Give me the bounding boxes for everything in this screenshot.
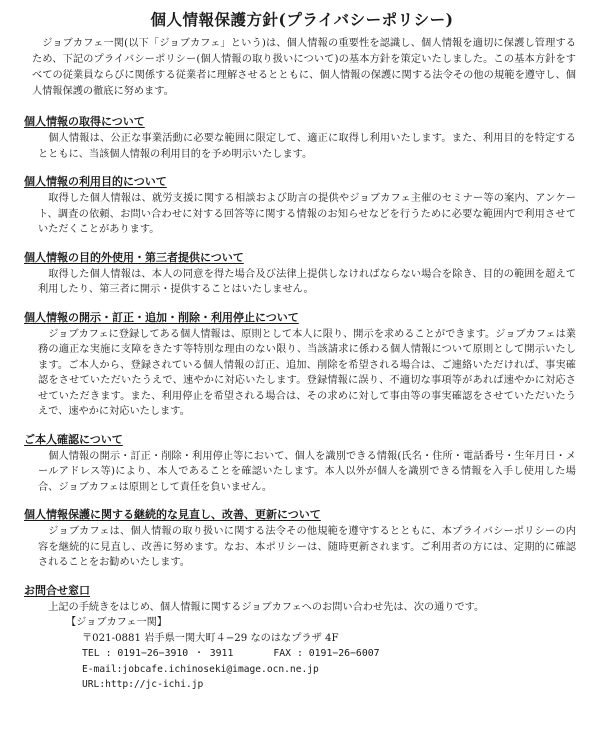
contact-address: 〒021-0881 岩手県一関大町４−29 なのはなプラザ 4F xyxy=(82,632,339,644)
section-heading: ご本人確認について xyxy=(24,432,123,446)
contact-intro: 上記の手続きをはじめ、個人情報に関するジョブカフェへのお問い合わせ先は、次の通りです。 xyxy=(48,601,485,613)
section-body: 個人情報の開示・訂正・削除・利用停止等において、個人を識別できる情報(氏名・住所・電話番号・生年月日・メールアドレス等)により、本人であることを確認いたします。本人以外が個人を識別できる情報を入手し使用した場合、ジョブカフェは原則として責任を負いません。 xyxy=(38,450,576,493)
section-body: 個人情報は、公正な事業活動に必要な範囲に限定して、適正に取得し利用いたします。また、利用目的を特定するとともに、当該個人情報の利用目的を予め明示いたします。 xyxy=(38,133,576,160)
section-heading: 個人情報保護に関する継続的な見直し、改善、更新について xyxy=(24,508,321,521)
contact-phone-row xyxy=(82,646,580,662)
section-body: 取得した個人情報は、就労支援に関する相談および助言の提供やジョブカフェ主催のセミナー等の案内、アンケート、調査の依頼、お問い合わせに対する回答等に関する情報のお知らせなどを行うために必要な範囲内で利用させていただくことがあります。 xyxy=(38,193,576,235)
section-heading: 個人情報の目的外使用・第三者提供について xyxy=(24,250,244,264)
section-heading: 個人情報の取得について xyxy=(24,115,145,128)
section-identity xyxy=(24,428,580,496)
page-title: 個人情報保護方針(プライバシーポリシー) xyxy=(150,10,454,29)
contact-block xyxy=(38,600,580,693)
section-heading: 個人情報の利用目的について xyxy=(24,175,167,188)
section-body: 取得した個人情報は、本人の同意を得た場合及び法律上提供しなければならない場合を除き、目的の範囲を超えて利用したり、第三者に開示・提供することはいたしません。 xyxy=(38,268,576,295)
contact-email[interactable]: E-mail:jobcafe.ichinoseki@image.ocn.ne.jp xyxy=(82,663,319,675)
contact-org-name: 【ジョブカフェ一関】 xyxy=(66,617,168,628)
contact-fax: FAX : 0191−26−6007 xyxy=(273,648,380,659)
contact-heading: お問合せ窓口 xyxy=(24,583,90,597)
section-body: ジョブカフェは、個人情報の取り扱いに関する法令その他規範を遵守するとともに、本プライバシーポリシーの内容を継続的に見直し、改善に努めます。なお、本ポリシーは、随時更新されます。ご利用者の方には、定期的に確認されることをお勧めいたします。 xyxy=(38,526,576,568)
intro-paragraph: ジョブカフェ一関(以下「ジョブカフェ」という)は、個人情報の重要性を認識し、個人情報を適切に保護し管理するため、下記のプライバシーポリシー(個人情報の取り扱いについて)の基本方針を策定いたしました。この基本方針をすべての従業員ならびに関係する従業者に理解させるとともに、個人情報の保護に関する法令その他の規範を遵守し、個人情報保護の徹底に努めます。 xyxy=(32,38,576,97)
section-heading: 個人情報の開示・訂正・追加・削除・利用停止について xyxy=(24,310,299,324)
section-third-party xyxy=(24,246,580,298)
contact-tel: TEL : 0191−26−3910 ・ 3911 xyxy=(82,648,234,659)
section-review xyxy=(24,503,580,571)
section-acquisition xyxy=(24,110,580,162)
section-body: ジョブカフェに登録してある個人情報は、原則として本人に限り、開示を求めることができます。ジョブカフェは業務の適正な実施に支障をきたす等特別な理由のない限り、当該請求に係わる個人情報について原則として開示いたします。ご本人から、登録されている個人情報の訂正、追加、削除を希望される場合は、ご連絡いただければ、事実確認をさせていただいたうえで、速やかに対応いたします。登録情報に誤り、不適切な事項等があれば速やかに対応させていただきます。また、利用停止を希望される場合は、その求めに対して事由等の事実確認をさせていただいたうえで、速やかに対応いたします。 xyxy=(38,328,576,417)
section-contact xyxy=(24,579,580,693)
section-purpose xyxy=(24,170,580,238)
contact-url[interactable]: URL:http://jc-ichi.jp xyxy=(82,679,204,690)
section-disclosure xyxy=(24,306,580,420)
